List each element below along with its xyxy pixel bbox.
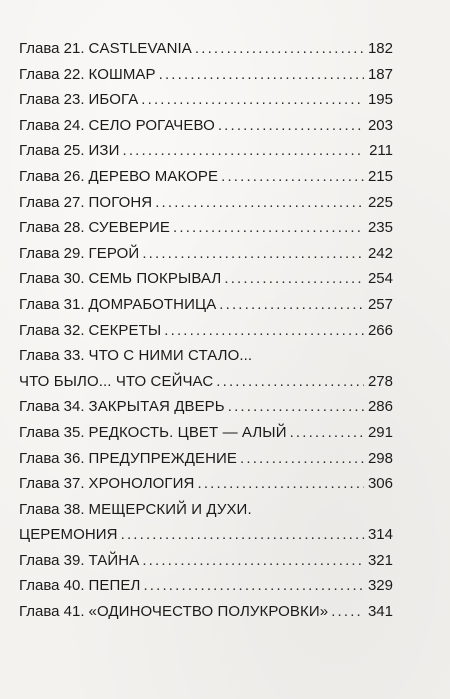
page-number: 266	[367, 321, 393, 339]
toc-entry-25	[19, 138, 393, 164]
toc-entry-33	[19, 343, 393, 369]
chapter-number: Глава 22.	[19, 65, 85, 83]
toc-entry-33-continued	[19, 369, 393, 395]
toc-entry-27	[19, 190, 393, 216]
chapter-title: ИЗИ	[88, 142, 120, 160]
chapter-number: Глава 31.	[19, 295, 85, 313]
chapter-number: Глава 41.	[19, 603, 85, 621]
toc-entry-23	[19, 87, 393, 113]
toc-entry-28	[19, 215, 393, 241]
chapter-number: Глава 39.	[19, 551, 85, 569]
toc-entry-34	[19, 394, 393, 420]
page-number: 278	[367, 372, 393, 390]
toc-entry-32	[19, 318, 393, 344]
chapter-number: Глава 24.	[19, 116, 85, 134]
dot-leader	[218, 113, 364, 139]
toc-entry-29	[19, 241, 393, 267]
toc-entry-26	[19, 164, 393, 190]
page-number: 187	[367, 65, 393, 83]
chapter-title: ЧТО С НИМИ СТАЛО...	[88, 347, 253, 365]
dot-leader	[197, 471, 364, 497]
page-number: 306	[367, 475, 393, 493]
dot-leader	[159, 62, 364, 88]
page-number: 321	[367, 551, 393, 569]
toc-entry-22	[19, 62, 393, 88]
chapter-number: Глава 36.	[19, 449, 85, 467]
chapter-number: Глава 33.	[19, 347, 85, 365]
toc-entry-38	[19, 497, 393, 523]
chapter-title: СЕКРЕТЫ	[88, 321, 162, 339]
chapter-number: Глава 23.	[19, 91, 85, 109]
toc-entry-35	[19, 420, 393, 446]
page-number: 257	[367, 295, 393, 313]
page-number: 215	[367, 167, 393, 185]
chapter-title-continuation: ЧТО БЫЛО... ЧТО СЕЙЧАС	[19, 372, 214, 390]
chapter-title: ХРОНОЛОГИЯ	[88, 475, 195, 493]
chapter-number: Глава 29.	[19, 244, 85, 262]
toc-entry-36	[19, 446, 393, 472]
chapter-number: Глава 26.	[19, 167, 85, 185]
toc-entry-41	[19, 599, 393, 625]
chapter-number: Глава 25.	[19, 142, 85, 160]
chapter-title: ПРЕДУПРЕЖДЕНИЕ	[88, 449, 238, 467]
page-number: 203	[367, 116, 393, 134]
chapter-title: ИБОГА	[88, 91, 139, 109]
page-number: 182	[367, 40, 393, 57]
chapter-title: РЕДКОСТЬ. ЦВЕТ — АЛЫЙ	[88, 423, 287, 441]
chapter-number: Глава 34.	[19, 398, 85, 416]
page-number: 211	[369, 142, 393, 160]
page-number: 254	[367, 270, 393, 288]
page-number: 235	[367, 219, 393, 237]
chapter-title: ПЕПЕЛ	[88, 577, 141, 595]
dot-leader	[331, 599, 364, 625]
toc-entry-39	[19, 548, 393, 574]
chapter-number: Глава 40.	[19, 577, 85, 595]
toc-entry-37	[19, 471, 393, 497]
dot-leader	[155, 190, 364, 216]
chapter-title: CASTLEVANIA	[88, 40, 192, 57]
chapter-title: СЕМЬ ПОКРЫВАЛ	[88, 270, 222, 288]
chapter-number: Глава 30.	[19, 270, 85, 288]
dot-leader	[143, 573, 364, 599]
dot-leader	[173, 215, 364, 241]
chapter-title-continuation: ЦЕРЕМОНИЯ	[19, 526, 118, 544]
table-of-contents	[19, 36, 393, 625]
dot-leader	[219, 292, 364, 318]
toc-entry-21	[19, 36, 393, 62]
chapter-number: Глава 37.	[19, 475, 85, 493]
dot-leader	[240, 446, 364, 472]
chapter-title: ТАЙНА	[88, 551, 140, 569]
dot-leader	[195, 36, 364, 62]
chapter-title: СЕЛО РОГАЧЕВО	[88, 116, 215, 134]
page-number: 329	[367, 577, 393, 595]
chapter-title: МЕЩЕРСКИЙ И ДУХИ.	[88, 500, 252, 518]
toc-entry-31	[19, 292, 393, 318]
toc-entry-38-continued	[19, 522, 393, 548]
toc-entry-40	[19, 573, 393, 599]
dot-leader	[221, 164, 364, 190]
chapter-number: Глава 38.	[19, 500, 85, 518]
page-number: 291	[367, 423, 393, 441]
chapter-title: ПОГОНЯ	[88, 193, 153, 211]
chapter-number: Глава 32.	[19, 321, 85, 339]
chapter-title: КОШМАР	[88, 65, 156, 83]
dot-leader	[216, 369, 364, 395]
chapter-title: ЗАКРЫТАЯ ДВЕРЬ	[88, 398, 225, 416]
page-number: 195	[367, 91, 393, 109]
dot-leader	[228, 394, 364, 420]
chapter-title: «ОДИНОЧЕСТВО ПОЛУКРОВКИ»	[88, 603, 329, 621]
dot-leader	[142, 548, 364, 574]
chapter-number: Глава 28.	[19, 219, 85, 237]
dot-leader	[141, 87, 364, 113]
toc-entry-24	[19, 113, 393, 139]
page-number: 242	[367, 244, 393, 262]
dot-leader	[121, 522, 364, 548]
chapter-number: Глава 27.	[19, 193, 85, 211]
chapter-title: ДЕРЕВО МАКОРЕ	[88, 167, 219, 185]
dot-leader	[122, 138, 364, 164]
chapter-title: ДОМРАБОТНИЦА	[88, 295, 217, 313]
dot-leader	[142, 241, 364, 267]
page-number: 341	[367, 603, 393, 621]
page-number: 314	[367, 526, 393, 544]
page-number: 225	[367, 193, 393, 211]
page-number: 298	[367, 449, 393, 467]
dot-leader	[224, 266, 364, 292]
chapter-number: Глава 35.	[19, 423, 85, 441]
dot-leader	[290, 420, 364, 446]
page-number: 286	[367, 398, 393, 416]
chapter-title: ГЕРОЙ	[88, 244, 140, 262]
chapter-number: Глава 21.	[19, 40, 85, 57]
dot-leader	[164, 318, 364, 344]
chapter-title: СУЕВЕРИЕ	[88, 219, 171, 237]
toc-entry-30	[19, 266, 393, 292]
